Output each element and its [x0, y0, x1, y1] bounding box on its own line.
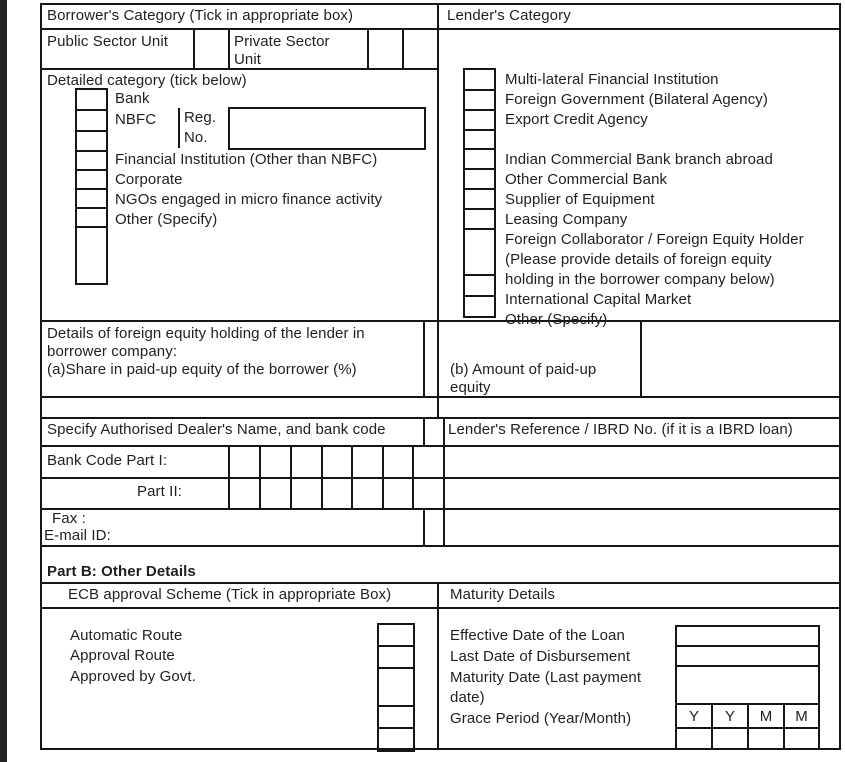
- lender-item-export-credit: Export Credit Agency: [505, 111, 648, 128]
- private-sector-label-line1: Private Sector: [234, 33, 330, 50]
- lender-item-intl-capital-market: International Capital Market: [505, 291, 692, 308]
- bank-code-p2-cell-5[interactable]: [351, 477, 384, 510]
- checkbox-foreign-govt[interactable]: [463, 89, 496, 111]
- grid-line: [423, 508, 425, 545]
- checkbox-leasing-company[interactable]: [463, 208, 496, 230]
- approved-by-govt-label: Approved by Govt.: [70, 668, 196, 685]
- grid-line: [40, 582, 841, 584]
- fax-label: Fax :: [52, 510, 86, 527]
- grid-line: [40, 545, 841, 547]
- maturity-details-header: Maturity Details: [450, 586, 555, 603]
- private-sector-tick-box-1[interactable]: [367, 28, 404, 70]
- grid-line: [40, 3, 42, 750]
- bank-code-p1-cell-7[interactable]: [412, 445, 445, 479]
- lender-item-indian-bank-abroad: Indian Commercial Bank branch abroad: [505, 151, 773, 168]
- checkbox-approved-by-govt[interactable]: [377, 667, 415, 707]
- checkbox-supplier-equipment[interactable]: [463, 188, 496, 210]
- checkbox-other-commercial-bank[interactable]: [463, 168, 496, 190]
- lender-category-header: Lender's Category: [447, 7, 571, 24]
- email-label: E-mail ID:: [44, 527, 111, 544]
- ngo-label: NGOs engaged in micro finance activity: [115, 191, 383, 208]
- bank-code-p2-cell-2[interactable]: [259, 477, 292, 510]
- bank-code-p2-cell-6[interactable]: [382, 477, 414, 510]
- lender-reference-field-1[interactable]: [445, 447, 839, 477]
- checkbox-export-credit[interactable]: [463, 109, 496, 131]
- grid-line: [178, 108, 180, 148]
- bank-code-p1-cell-2[interactable]: [259, 445, 292, 479]
- grid-line: [40, 28, 841, 30]
- checkbox-corporate[interactable]: [75, 169, 108, 190]
- grid-line: [40, 417, 841, 419]
- other-borrower-label: Other (Specify): [115, 211, 218, 228]
- grid-line: [40, 396, 841, 398]
- grace-header-m2: M: [783, 703, 820, 729]
- lender-reference-field-2[interactable]: [445, 479, 839, 508]
- bank-code-p2-cell-7[interactable]: [412, 477, 445, 510]
- bank-code-part1-label: Bank Code Part I:: [47, 452, 168, 469]
- grace-input-1[interactable]: [675, 727, 713, 750]
- private-sector-label-line2: Unit: [234, 51, 262, 68]
- last-disbursement-label: Last Date of Disbursement: [450, 648, 631, 665]
- checkbox-indian-bank-abroad[interactable]: [463, 148, 496, 170]
- bank-code-p1-cell-3[interactable]: [290, 445, 323, 479]
- checkbox-other-borrower[interactable]: [75, 207, 108, 228]
- checkbox-financial-institution[interactable]: [75, 150, 108, 171]
- equity-details-line1: Details of foreign equity holding of the lender in: [47, 325, 365, 342]
- grace-header-y2: Y: [711, 703, 749, 729]
- bank-label: Bank: [115, 90, 150, 107]
- grace-input-2[interactable]: [711, 727, 749, 750]
- lender-item-other: Other (Specify): [505, 311, 608, 328]
- lender-item-supplier-equipment: Supplier of Equipment: [505, 191, 655, 208]
- reg-no-input[interactable]: [228, 107, 426, 150]
- checkbox-route-blank-2[interactable]: [377, 727, 415, 752]
- borrower-category-header: Borrower's Category (Tick in appropriate box): [47, 7, 354, 24]
- checkbox-blank-2[interactable]: [75, 226, 108, 285]
- checkbox-lender-blank[interactable]: [463, 129, 496, 150]
- page-edge-bar: [0, 0, 7, 762]
- lender-reference-field-3[interactable]: [445, 510, 839, 545]
- bank-code-p2-cell-4[interactable]: [321, 477, 353, 510]
- effective-date-field[interactable]: [675, 625, 820, 647]
- equity-details-line3: (a)Share in paid-up equity of the borrower (%): [47, 361, 357, 378]
- corporate-label: Corporate: [115, 171, 183, 188]
- grid-line: [437, 582, 439, 748]
- checkbox-automatic-route[interactable]: [377, 623, 415, 647]
- lender-item-foreign-collaborator-note1: (Please provide details of foreign equity: [505, 251, 772, 268]
- last-disbursement-date-field[interactable]: [675, 645, 820, 667]
- checkbox-blank-1[interactable]: [75, 130, 108, 152]
- public-sector-tick-box[interactable]: [193, 28, 230, 70]
- checkbox-approval-route[interactable]: [377, 645, 415, 669]
- bank-code-p1-cell-4[interactable]: [321, 445, 353, 479]
- bank-code-p1-cell-5[interactable]: [351, 445, 384, 479]
- grid-line: [40, 607, 841, 609]
- private-sector-tick-box-2[interactable]: [402, 28, 439, 70]
- lender-item-foreign-collaborator-note2: holding in the borrower company below): [505, 271, 775, 288]
- equity-amount-label-line2: equity: [450, 379, 491, 396]
- maturity-date-label-line2: date): [450, 689, 485, 706]
- grid-line: [40, 3, 841, 5]
- maturity-date-label-line1: Maturity Date (Last payment: [450, 669, 642, 686]
- grace-input-4[interactable]: [783, 727, 820, 750]
- checkbox-nbfc[interactable]: [75, 109, 108, 132]
- specify-dealer-header: Specify Authorised Dealer's Name, and bank code: [47, 421, 386, 438]
- checkbox-multilateral[interactable]: [463, 68, 496, 91]
- grace-period-label: Grace Period (Year/Month): [450, 710, 632, 727]
- bank-code-part2-label: Part II:: [137, 483, 182, 500]
- checkbox-lender-other[interactable]: [463, 295, 496, 318]
- checkbox-route-blank-1[interactable]: [377, 705, 415, 729]
- grid-line: [839, 3, 841, 750]
- bank-code-p2-cell-1[interactable]: [228, 477, 261, 510]
- nbfc-label: NBFC: [115, 111, 157, 128]
- lender-item-foreign-govt: Foreign Government (Bilateral Agency): [505, 91, 768, 108]
- grace-input-3[interactable]: [747, 727, 785, 750]
- bank-code-p2-cell-3[interactable]: [290, 477, 323, 510]
- maturity-date-field[interactable]: [675, 665, 820, 705]
- detailed-category-header: Detailed category (tick below): [47, 72, 247, 89]
- reg-label-line2: No.: [184, 129, 208, 146]
- grid-line: [423, 320, 425, 396]
- bank-code-p1-cell-6[interactable]: [382, 445, 414, 479]
- equity-amount-field[interactable]: [642, 322, 839, 396]
- lender-item-leasing-company: Leasing Company: [505, 211, 628, 228]
- grid-line: [423, 417, 425, 445]
- reg-label-line1: Reg.: [184, 109, 217, 126]
- equity-details-line2: borrower company:: [47, 343, 178, 360]
- public-sector-label: Public Sector Unit: [47, 33, 169, 50]
- checkbox-ngo[interactable]: [75, 188, 108, 209]
- automatic-route-label: Automatic Route: [70, 627, 183, 644]
- equity-amount-label-line1: (b) Amount of paid-up: [450, 361, 597, 378]
- approval-route-label: Approval Route: [70, 647, 175, 664]
- part-b-title: Part B: Other Details: [47, 563, 196, 580]
- checkbox-bank[interactable]: [75, 88, 108, 111]
- lender-item-other-commercial-bank: Other Commercial Bank: [505, 171, 668, 188]
- checkbox-foreign-collaborator[interactable]: [463, 228, 496, 276]
- lender-item-foreign-collaborator: Foreign Collaborator / Foreign Equity Holder: [505, 231, 804, 248]
- bank-code-p1-cell-1[interactable]: [228, 445, 261, 479]
- checkbox-intl-capital-market[interactable]: [463, 274, 496, 297]
- grace-header-m1: M: [747, 703, 785, 729]
- lender-reference-header: Lender's Reference / IBRD No. (if it is a IBRD loan): [448, 421, 793, 438]
- grace-header-y1: Y: [675, 703, 713, 729]
- lender-item-multilateral: Multi-lateral Financial Institution: [505, 71, 719, 88]
- effective-date-label: Effective Date of the Loan: [450, 627, 625, 644]
- financial-institution-label: Financial Institution (Other than NBFC): [115, 151, 378, 168]
- ecb-scheme-header: ECB approval Scheme (Tick in appropriate Box): [68, 586, 392, 603]
